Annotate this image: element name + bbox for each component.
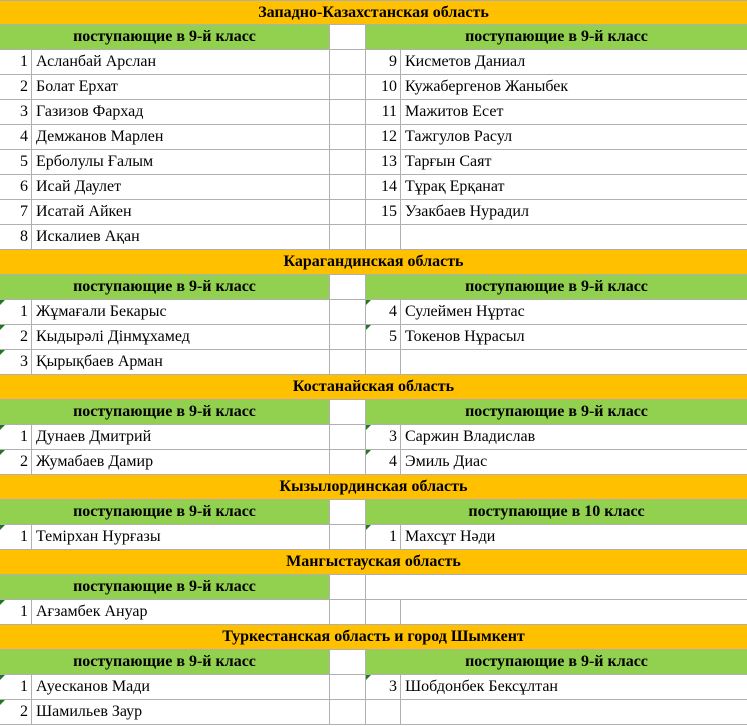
left-student-name[interactable]: Жумабаев Дамир <box>32 450 330 475</box>
right-student-name[interactable]: Кужабергенов Жаныбек <box>401 75 747 100</box>
table-row <box>0 200 747 225</box>
left-row-number[interactable]: 2 <box>0 450 32 475</box>
header-row <box>0 400 747 425</box>
left-row-number[interactable]: 3 <box>0 350 32 375</box>
left-row-number[interactable]: 2 <box>0 700 32 725</box>
left-student-name[interactable]: Дунаев Дмитрий <box>32 425 330 450</box>
right-row-number[interactable]: 9 <box>366 50 401 75</box>
left-row-number[interactable]: 5 <box>0 150 32 175</box>
left-row-number[interactable]: 8 <box>0 225 32 250</box>
table-row <box>0 225 747 250</box>
region-row <box>0 625 747 650</box>
left-student-name[interactable]: Ағзамбек Ануар <box>32 600 330 625</box>
right-row-number[interactable]: 12 <box>366 125 401 150</box>
table-row <box>0 300 747 325</box>
left-student-name[interactable]: Ауесканов Мади <box>32 675 330 700</box>
right-student-name[interactable]: Тарғын Саят <box>401 150 747 175</box>
right-row-number[interactable]: 3 <box>366 425 401 450</box>
spacer-cell[interactable] <box>330 275 366 300</box>
right-column-header[interactable] <box>366 575 747 600</box>
spacer-cell[interactable] <box>330 300 366 325</box>
right-row-number[interactable]: 3 <box>366 675 401 700</box>
region-title[interactable]: Костанайская область <box>0 375 747 400</box>
right-column-header[interactable]: поступающие в 9-й класс <box>366 25 747 50</box>
right-row-number[interactable]: 1 <box>366 525 401 550</box>
spacer-cell[interactable] <box>330 100 366 125</box>
region-row <box>0 250 747 275</box>
right-column-header[interactable]: поступающие в 10 класс <box>366 500 747 525</box>
left-column-header[interactable]: поступающие в 9-й класс <box>0 500 330 525</box>
left-row-number[interactable]: 2 <box>0 75 32 100</box>
spacer-cell[interactable] <box>330 500 366 525</box>
right-student-name[interactable]: Узакбаев Нурадил <box>401 200 747 225</box>
spacer-cell[interactable] <box>330 25 366 50</box>
right-student-name[interactable]: Токенов Нұрасыл <box>401 325 747 350</box>
right-student-name[interactable]: Мажитов Есет <box>401 100 747 125</box>
table-row <box>0 675 747 700</box>
table-row <box>0 600 747 625</box>
header-row <box>0 650 747 675</box>
left-column-header[interactable]: поступающие в 9-й класс <box>0 650 330 675</box>
right-student-name[interactable] <box>401 350 747 375</box>
left-student-name[interactable]: Искалиев Ақан <box>32 225 330 250</box>
right-row-number[interactable] <box>366 350 401 375</box>
left-column-header[interactable]: поступающие в 9-й класс <box>0 575 330 600</box>
table-row <box>0 450 747 475</box>
right-student-name[interactable]: Тажгулов Расул <box>401 125 747 150</box>
region-title[interactable]: Западно-Казахстанская область <box>0 0 747 25</box>
header-row <box>0 25 747 50</box>
spacer-cell[interactable] <box>330 125 366 150</box>
left-row-number[interactable]: 1 <box>0 425 32 450</box>
spacer-cell[interactable] <box>330 75 366 100</box>
spacer-cell[interactable] <box>330 150 366 175</box>
right-student-name[interactable]: Кисметов Даниал <box>401 50 747 75</box>
region-title[interactable]: Туркестанская область и город Шымкент <box>0 625 747 650</box>
region-title[interactable]: Карагандинская область <box>0 250 747 275</box>
left-student-name[interactable]: Шамильев Заур <box>32 700 330 725</box>
header-row <box>0 575 747 600</box>
right-row-number[interactable]: 15 <box>366 200 401 225</box>
region-title[interactable]: Мангыстауская область <box>0 550 747 575</box>
right-column-header[interactable]: поступающие в 9-й класс <box>366 650 747 675</box>
right-column-header[interactable]: поступающие в 9-й класс <box>366 400 747 425</box>
header-row <box>0 500 747 525</box>
region-title[interactable]: Кызылординская область <box>0 475 747 500</box>
right-student-name[interactable]: Шобдонбек Бексұлтан <box>401 675 747 700</box>
right-row-number[interactable]: 13 <box>366 150 401 175</box>
left-column-header[interactable]: поступающие в 9-й класс <box>0 275 330 300</box>
left-student-name[interactable]: Асланбай Арслан <box>32 50 330 75</box>
table-row <box>0 175 747 200</box>
right-row-number[interactable]: 4 <box>366 300 401 325</box>
right-row-number[interactable]: 4 <box>366 450 401 475</box>
right-student-name[interactable]: Эмиль Диас <box>401 450 747 475</box>
table-row <box>0 75 747 100</box>
left-row-number[interactable]: 1 <box>0 50 32 75</box>
right-row-number[interactable] <box>366 225 401 250</box>
right-student-name[interactable] <box>401 700 747 725</box>
left-student-name[interactable]: Жұмағали Бекарыс <box>32 300 330 325</box>
left-student-name[interactable]: Демжанов Марлен <box>32 125 330 150</box>
left-row-number[interactable]: 1 <box>0 300 32 325</box>
right-row-number[interactable] <box>366 600 401 625</box>
spacer-cell[interactable] <box>330 525 366 550</box>
left-row-number[interactable]: 3 <box>0 100 32 125</box>
spacer-cell[interactable] <box>330 175 366 200</box>
region-row <box>0 375 747 400</box>
spacer-cell[interactable] <box>330 325 366 350</box>
table-row <box>0 325 747 350</box>
spacer-cell[interactable] <box>330 400 366 425</box>
right-row-number[interactable]: 14 <box>366 175 401 200</box>
table-row <box>0 150 747 175</box>
spacer-cell[interactable] <box>330 200 366 225</box>
left-student-name[interactable]: Ерболулы Ғалым <box>32 150 330 175</box>
spacer-cell[interactable] <box>330 350 366 375</box>
right-student-name[interactable] <box>401 225 747 250</box>
left-student-name[interactable]: Исатай Айкен <box>32 200 330 225</box>
left-student-name[interactable]: Кыдырәлі Дінмұхамед <box>32 325 330 350</box>
table-row <box>0 50 747 75</box>
table-row <box>0 125 747 150</box>
table-row <box>0 425 747 450</box>
spacer-cell[interactable] <box>330 575 366 600</box>
left-row-number[interactable]: 6 <box>0 175 32 200</box>
spacer-cell[interactable] <box>330 675 366 700</box>
region-row <box>0 475 747 500</box>
left-student-name[interactable]: Қырықбаев Арман <box>32 350 330 375</box>
right-column-header[interactable]: поступающие в 9-й класс <box>366 275 747 300</box>
left-column-header[interactable]: поступающие в 9-й класс <box>0 400 330 425</box>
spacer-cell[interactable] <box>330 425 366 450</box>
spacer-cell[interactable] <box>330 650 366 675</box>
table-row <box>0 100 747 125</box>
spacer-cell[interactable] <box>330 600 366 625</box>
table-row <box>0 525 747 550</box>
spacer-cell[interactable] <box>330 450 366 475</box>
left-row-number[interactable]: 2 <box>0 325 32 350</box>
right-row-number[interactable]: 5 <box>366 325 401 350</box>
right-row-number[interactable] <box>366 700 401 725</box>
left-column-header[interactable]: поступающие в 9-й класс <box>0 25 330 50</box>
right-student-name[interactable]: Саржин Владислав <box>401 425 747 450</box>
left-row-number[interactable]: 1 <box>0 675 32 700</box>
left-student-name[interactable]: Газизов Фархад <box>32 100 330 125</box>
left-student-name[interactable]: Темірхан Нурғазы <box>32 525 330 550</box>
right-row-number[interactable]: 11 <box>366 100 401 125</box>
left-row-number[interactable]: 7 <box>0 200 32 225</box>
table-row <box>0 350 747 375</box>
region-row <box>0 550 747 575</box>
left-row-number[interactable]: 4 <box>0 125 32 150</box>
header-row <box>0 275 747 300</box>
left-student-name[interactable]: Болат Ерхат <box>32 75 330 100</box>
left-student-name[interactable]: Исай Даулет <box>32 175 330 200</box>
right-student-name[interactable]: Тұрақ Ерқанат <box>401 175 747 200</box>
right-student-name[interactable]: Махсұт Нәди <box>401 525 747 550</box>
left-row-number[interactable]: 1 <box>0 525 32 550</box>
left-row-number[interactable]: 1 <box>0 600 32 625</box>
right-row-number[interactable]: 10 <box>366 75 401 100</box>
spacer-cell[interactable] <box>330 50 366 75</box>
spacer-cell[interactable] <box>330 700 366 725</box>
right-student-name[interactable]: Сулеймен Нұртас <box>401 300 747 325</box>
region-row <box>0 0 747 25</box>
spacer-cell[interactable] <box>330 225 366 250</box>
table-row <box>0 700 747 725</box>
right-student-name[interactable] <box>401 600 747 625</box>
